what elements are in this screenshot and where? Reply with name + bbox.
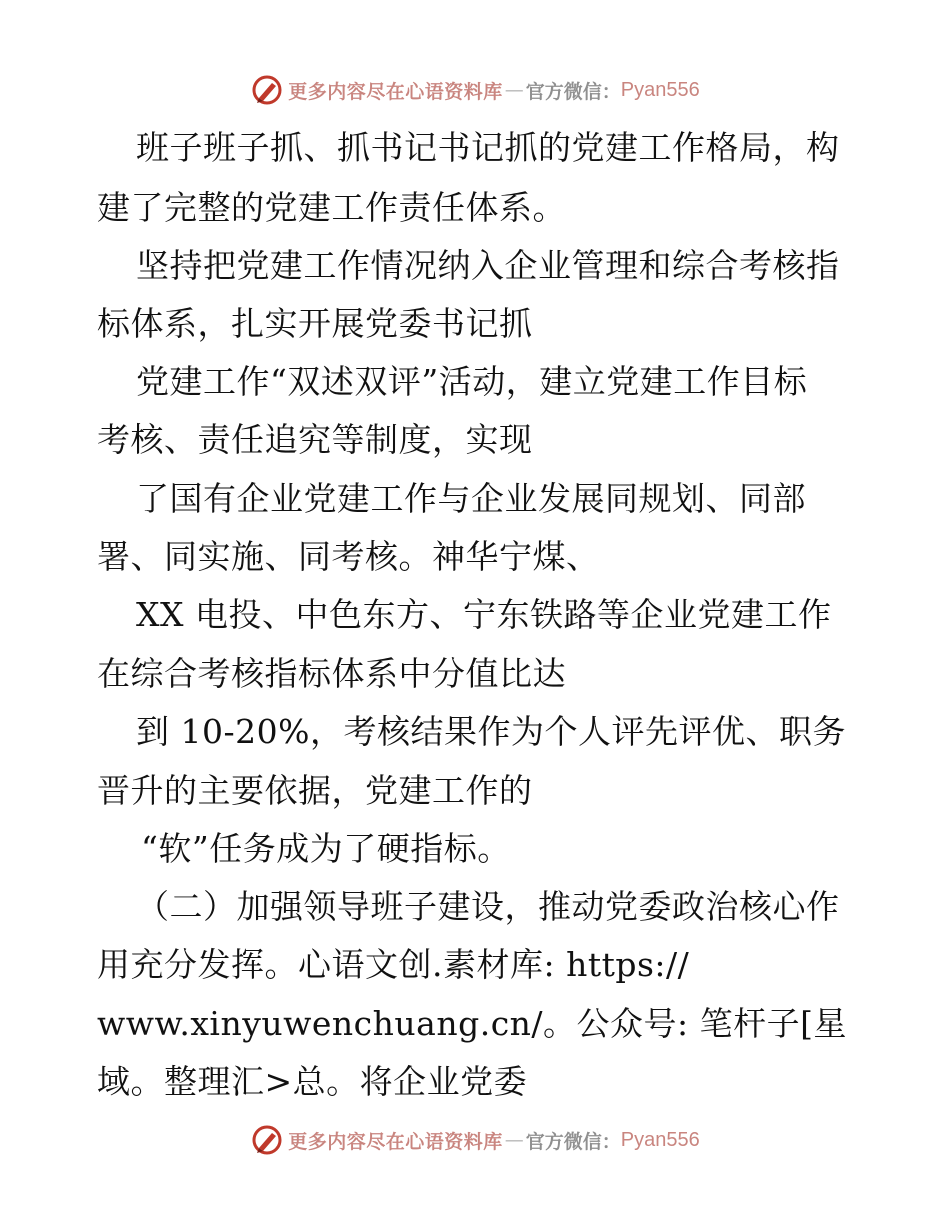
banner-site-text: 更多内容尽在心语资料库 (288, 80, 503, 103)
body-line: 党建工作“双述双评”活动，建立党建工作目标 (136, 362, 808, 401)
body-line: 晋升的主要依据，党建工作的 (97, 771, 533, 810)
body-line: 标体系，扎实开展党委书记抓 (97, 304, 533, 343)
body-line: 在综合考核指标体系中分值比达 (97, 654, 566, 693)
body-line: XX 电投、中色东方、宁东铁路等企业党建工作 (136, 595, 832, 634)
banner-dash: — (504, 79, 524, 101)
body-line: 署、同实施、同考核。神华宁煤、 (97, 537, 600, 576)
body-line: 班子班子抓、抓书记书记抓的党建工作格局，构 (136, 128, 840, 167)
banner-site-text: 更多内容尽在心语资料库 (288, 1130, 503, 1153)
banner-dash: — (504, 1129, 524, 1151)
body-line: 建了完整的党建工作责任体系。 (97, 188, 566, 227)
body-line: “软”任务成为了硬指标。 (141, 829, 511, 868)
body-line: （二）加强领导班子建设，推动党委政治核心作 (136, 887, 840, 926)
body-line: www.xinyuwenchuang.cn/。公众号: 笔杆子[星 (97, 1004, 848, 1043)
body-line: 用充分发挥。心语文创.素材库: https:// (97, 945, 690, 984)
body-line: 到 10-20%，考核结果作为个人评先评优、职务 (136, 712, 846, 751)
body-line: 考核、责任追究等制度，实现 (97, 420, 533, 459)
pen-logo-icon (250, 73, 284, 107)
banner-wechat-label: 官方微信： (525, 1130, 621, 1153)
body-line: 坚持把党建工作情况纳入企业管理和综合考核指 (136, 246, 840, 285)
header-banner (0, 70, 950, 110)
banner-wechat-label: 官方微信： (525, 80, 621, 103)
pen-logo-icon (250, 1123, 284, 1157)
footer-banner (0, 1120, 950, 1160)
banner-wechat-id: Pyan556 (620, 78, 700, 101)
body-line: 了国有企业党建工作与企业发展同规划、同部 (136, 479, 806, 518)
body-line: 域。整理汇>总。将企业党委 (97, 1062, 528, 1101)
banner-wechat-id: Pyan556 (620, 1128, 700, 1151)
